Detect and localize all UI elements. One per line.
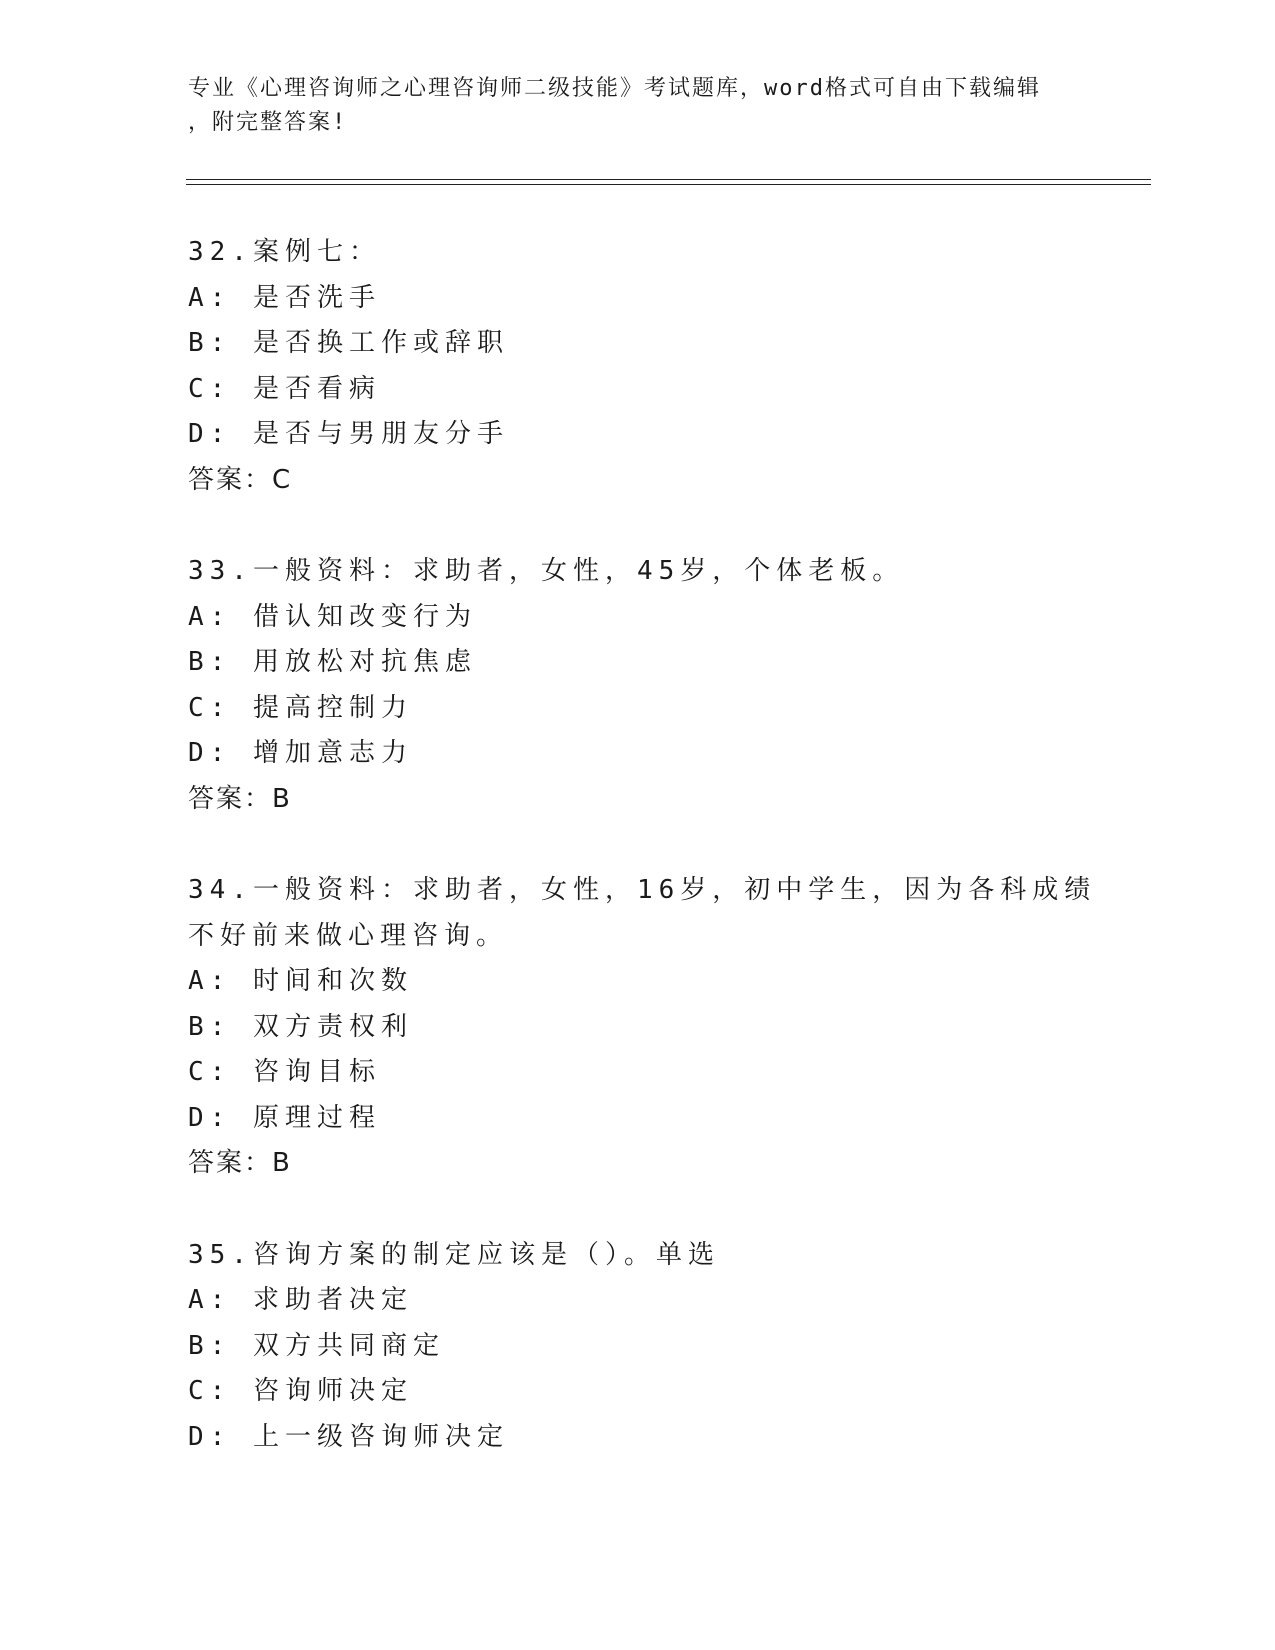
- option-b: B: 是否换工作或辞职: [188, 328, 509, 358]
- option-c: C: 咨询师决定: [188, 1376, 413, 1406]
- question-stem: 34.一般资料：求助者，女性，16岁，初中学生，因为各科成绩不好前来做心理咨询。: [188, 875, 1097, 951]
- question-34: [188, 868, 1128, 1187]
- option-d: D: 上一级咨询师决定: [188, 1421, 509, 1452]
- option-b: B: 双方责权利: [188, 1011, 413, 1042]
- option-a: A: 借认知改变行为: [188, 601, 477, 632]
- header-line-2: ，附完整答案!: [188, 110, 348, 135]
- question-stem: 32.案例七：: [188, 237, 381, 267]
- option-c: C: 提高控制力: [188, 692, 413, 723]
- question-stem: 35.咨询方案的制定应该是（）。单选: [188, 1239, 720, 1270]
- header-divider-top: [186, 179, 1151, 180]
- question-35: [188, 1233, 1128, 1461]
- question-stem: 33.一般资料：求助者，女性，45岁，个体老板。: [188, 556, 905, 586]
- question-list: [188, 230, 1128, 1506]
- answer-line: 答案：B: [188, 1148, 292, 1178]
- question-32: [188, 230, 1128, 503]
- document-header: [188, 72, 1088, 140]
- option-d: D: 是否与男朋友分手: [188, 419, 509, 449]
- option-c: C: 是否看病: [188, 373, 381, 404]
- option-d: D: 增加意志力: [188, 738, 413, 768]
- answer-line: 答案：B: [188, 783, 292, 814]
- header-line-1: 专业《心理咨询师之心理咨询师二级技能》考试题库，word格式可自由下载编辑: [188, 76, 1041, 101]
- option-a: A: 求助者决定: [188, 1285, 413, 1315]
- option-b: B: 双方共同商定: [188, 1330, 445, 1361]
- option-b: B: 用放松对抗焦虑: [188, 647, 477, 677]
- option-a: A: 时间和次数: [188, 966, 413, 996]
- option-a: A: 是否洗手: [188, 282, 381, 313]
- answer-line: 答案：C: [188, 464, 293, 495]
- header-divider-bottom: [186, 184, 1151, 185]
- question-33: [188, 549, 1128, 822]
- option-d: D: 原理过程: [188, 1102, 381, 1133]
- option-c: C: 咨询目标: [188, 1057, 381, 1087]
